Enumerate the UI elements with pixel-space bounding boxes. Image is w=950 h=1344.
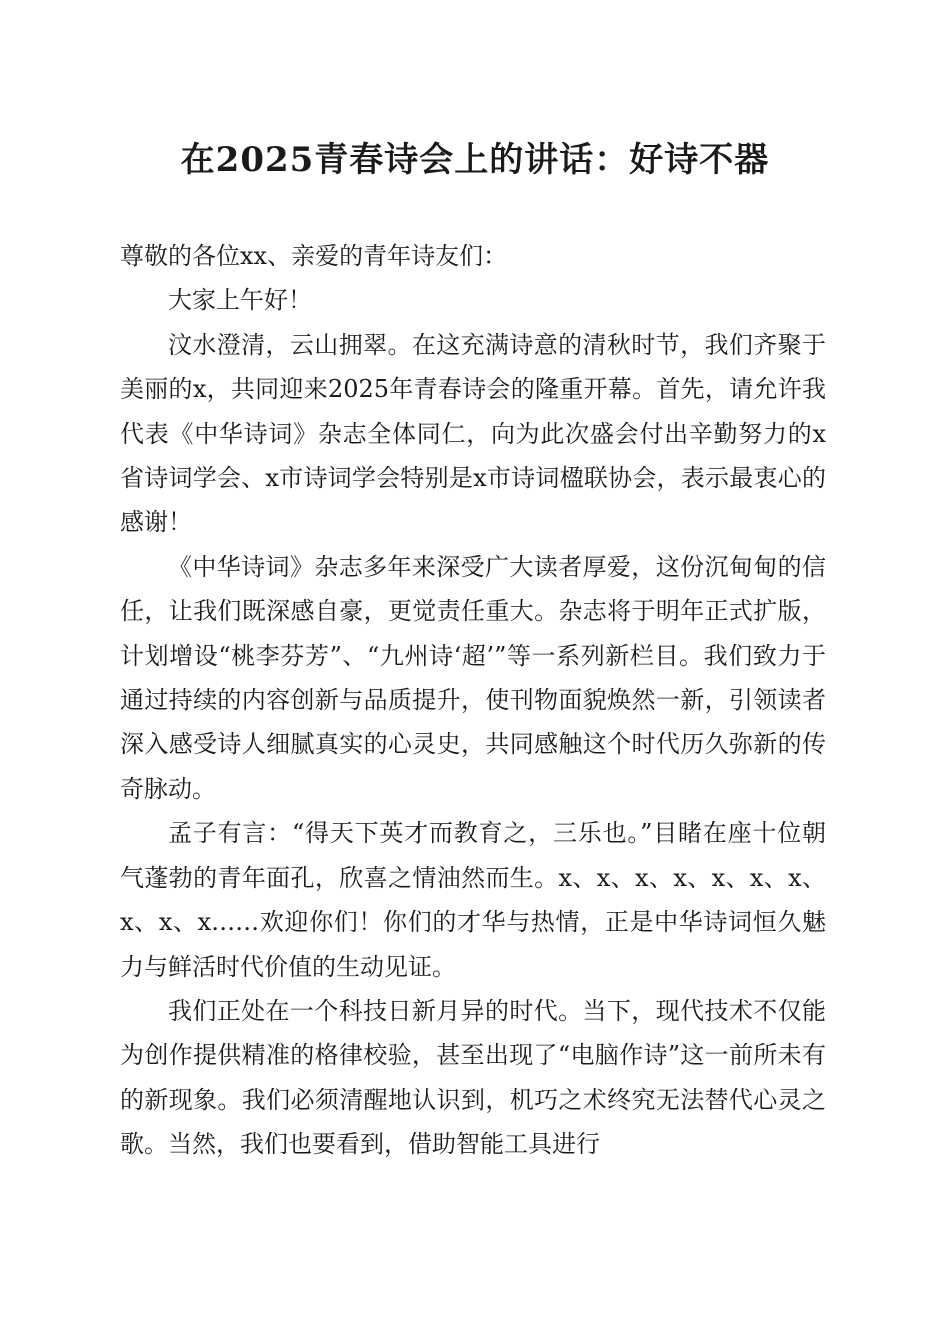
paragraph-opening: 汶水澄清，云山拥翠。在这充满诗意的清秋时节，我们齐聚于美丽的x，共同迎来2025年青春诗会的隆重开幕。首先，请允许我代表《中华诗词》杂志全体同仁，向为此次盛会付出辛勤努力的x省诗词学会、x市诗词学会特别是x市诗词楹联协会，表示最衷心的感谢！ [120, 330, 826, 537]
paragraph-greeting: 大家上午好！ [168, 286, 312, 315]
salutation: 尊敬的各位xx、亲爱的青年诗友们： [120, 242, 508, 270]
document-body [120, 234, 826, 1167]
document-title: 在2025青春诗会上的讲话：好诗不器 [180, 140, 770, 180]
paragraph-technology: 我们正处在一个科技日新月异的时代。当下，现代技术不仅能为创作提供精准的格律校验，甚至出现了“电脑作诗”这一前所未有的新现象。我们必须清醒地认识到，机巧之术终究无法替代心灵之歌。当然，我们也要看到，借助智能工具进行 [120, 996, 826, 1159]
paragraph-mencius: 孟子有言：“得天下英才而教育之，三乐也。”目睹在座十位朝气蓬勃的青年面孔，欣喜之情油然而生。x、x、x、x、x、x、x、x、x、x……欢迎你们！你们的才华与热情，正是中华诗词恒久魅力与鲜活时代价值的生动见证。 [120, 819, 826, 981]
paragraph-magazine: 《中华诗词》杂志多年来深受广大读者厚爱，这份沉甸甸的信任，让我们既深感自豪，更觉责任重大。杂志将于明年正式扩版，计划增设“桃李芬芳”、“九州诗‘超’”等一系列新栏目。我们致力于通过持续的内容创新与品质提升，使刊物面貌焕然一新，引领读者深入感受诗人细腻真实的心灵史，共同感触这个时代历久弥新的传奇脉动。 [120, 552, 826, 803]
